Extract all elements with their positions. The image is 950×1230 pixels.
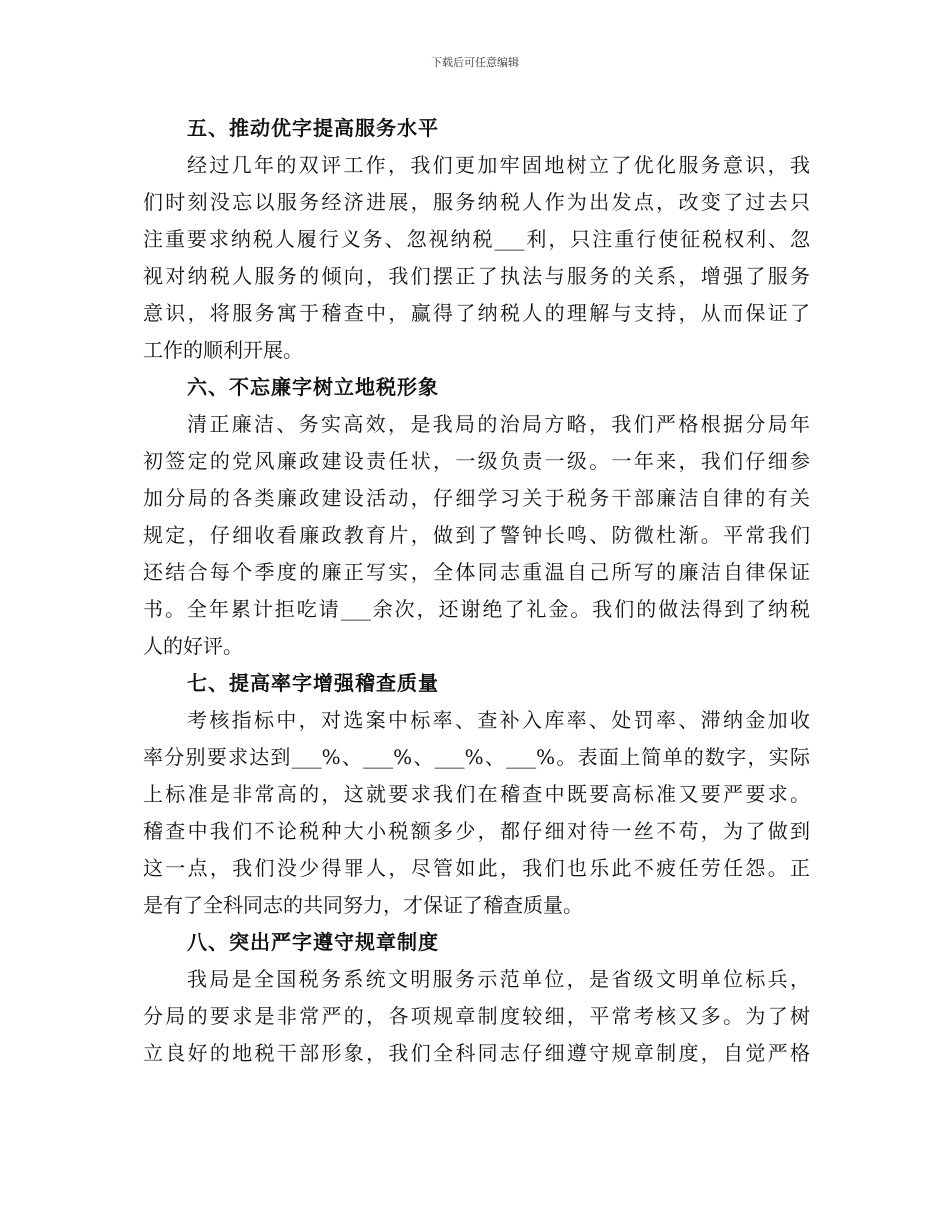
section-heading-5: 五、推动优字提高服务水平	[187, 116, 439, 140]
paragraph-line: 考核指标中，对选案中标率、查补入库率、处罚率、滞纳金加收	[187, 708, 810, 732]
paragraph-line: 上标准是非常高的，这就要求我们在稽查中既要高标准又要严要求。	[143, 782, 810, 806]
paragraph-line: 加分局的各类廉政建设活动，仔细学习关于税务干部廉洁自律的有关	[143, 486, 810, 510]
paragraph-line: 工作的顺利开展。	[143, 338, 303, 362]
header-note: 下载后可任意编辑	[431, 56, 519, 69]
paragraph-line: 稽查中我们不论税种大小税额多少，都仔细对待一丝不苟，为了做到	[143, 819, 810, 843]
paragraph-line: 视对纳税人服务的倾向，我们摆正了执法与服务的关系，增强了服务	[143, 264, 810, 288]
section-paragraph-5	[143, 147, 810, 369]
paragraph-line: 规定，仔细收看廉政教育片，做到了警钟长鸣、防微杜渐。平常我们	[143, 523, 810, 547]
paragraph-line: 们时刻没忘以服务经济进展，服务纳税人作为出发点，改变了过去只	[143, 190, 810, 214]
section-paragraph-6	[143, 406, 810, 665]
section-heading-7: 七、提高率字增强稽查质量	[187, 671, 439, 695]
paragraph-line: 人的好评。	[143, 634, 243, 658]
paragraph-line: 书。全年累计拒吃请___余次，还谢绝了礼金。我们的做法得到了纳税	[143, 597, 810, 621]
paragraph-line: 立良好的地税干部形象，我们全科同志仔细遵守规章制度，自觉严格	[143, 1041, 810, 1065]
paragraph-line: 意识，将服务寓于稽查中，赢得了纳税人的理解与支持，从而保证了	[143, 301, 810, 325]
document-body	[143, 110, 810, 1072]
section-heading-6: 六、不忘廉字树立地税形象	[187, 375, 439, 399]
paragraph-line: 还结合每个季度的廉正写实，全体同志重温自己所写的廉洁自律保证	[143, 560, 810, 584]
paragraph-line: 是有了全科同志的共同努力，才保证了稽查质量。	[143, 893, 583, 917]
paragraph-line: 分局的要求是非常严的，各项规章制度较细，平常考核又多。为了树	[143, 1004, 810, 1028]
paragraph-line: 这一点，我们没少得罪人，尽管如此，我们也乐此不疲任劳任怨。正	[143, 856, 810, 880]
paragraph-line: 经过几年的双评工作，我们更加牢固地树立了优化服务意识，我	[187, 153, 810, 177]
section-paragraph-7	[143, 702, 810, 924]
paragraph-line: 率分别要求达到___%、___%、___%、___%。表面上简单的数字，实际	[143, 745, 810, 769]
paragraph-line: 注重要求纳税人履行义务、忽视纳税___利，只注重行使征税权利、忽	[143, 227, 810, 251]
paragraph-line: 清正廉洁、务实高效，是我局的治局方略，我们严格根据分局年	[187, 412, 810, 436]
section-paragraph-8	[143, 961, 810, 1072]
paragraph-line: 我局是全国税务系统文明服务示范单位，是省级文明单位标兵，	[187, 967, 810, 991]
section-heading-8: 八、突出严字遵守规章制度	[187, 930, 439, 954]
paragraph-line: 初签定的党风廉政建设责任状，一级负责一级。一年来，我们仔细参	[143, 449, 810, 473]
